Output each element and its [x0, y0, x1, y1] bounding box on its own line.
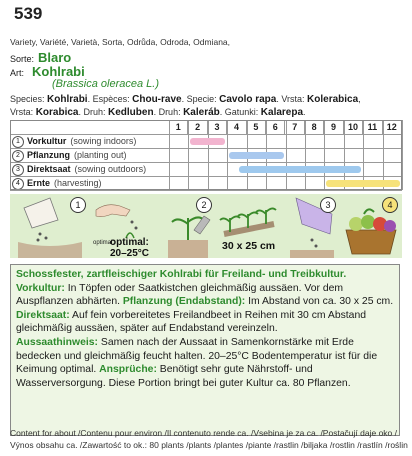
month-header: 5: [247, 120, 266, 134]
month-header: 3: [208, 120, 227, 134]
latin-name: (Brassica oleracea L.): [52, 78, 159, 90]
calendar-gridline: [10, 190, 402, 191]
calendar-step-number: 2: [12, 150, 24, 162]
step-spacing-panel: [216, 194, 282, 258]
sowing-calendar: [10, 120, 402, 192]
pre-culture-heading: Vorkultur:: [16, 282, 65, 294]
month-header: 4: [227, 120, 246, 134]
species-translations-1: [10, 94, 361, 105]
variety-name: Blaro: [38, 50, 72, 65]
translation-label: . Specie:: [181, 94, 220, 104]
calendar-step-number: 4: [12, 178, 24, 190]
species-translations-2: [10, 107, 306, 118]
species-label: Art:: [10, 68, 25, 78]
calendar-frame: [10, 120, 402, 190]
calendar-activity: Ernte: [27, 178, 51, 188]
translation-name: Kedluben: [108, 107, 154, 118]
month-header: 10: [344, 120, 363, 134]
month-header: 2: [188, 120, 207, 134]
translation-label: .: [303, 107, 306, 117]
calendar-activity: Direktsaat: [27, 164, 71, 174]
step-number-3: 3: [320, 197, 336, 213]
translation-name: Kohlrabi: [47, 94, 88, 105]
spacing-label: 30 x 25 cm: [222, 240, 276, 252]
temperature-label-prefix: optimal:: [93, 240, 115, 246]
growing-illustrations: [10, 194, 402, 258]
content-note-line-2: Výnos obsahu ca. /Zawartość to ok.: 80 plants /plants /plantes /piante /rastlin /biljaka /rostlin /rastlín /roślin: [10, 440, 408, 450]
requirements-text: Benötigt sehr gute Nährstoff- und Wasserversorgung. Diese Portion bringt bei guter Kultur ca. 80 Pflanzen.: [16, 364, 351, 389]
sowing-notes-heading: Aussaathinweis:: [16, 336, 98, 348]
translation-name: Kolerabica: [307, 94, 359, 105]
translation-label: Species:: [10, 94, 48, 104]
calendar-activity-english: (sowing indoors): [70, 136, 137, 146]
calendar-step-number: 3: [12, 164, 24, 176]
month-header: 12: [383, 120, 402, 134]
translation-label: . Druh:: [78, 107, 108, 117]
calendar-activity: Vorkultur: [27, 136, 67, 146]
step-harvest-panel: [340, 194, 402, 258]
requirements-heading: Ansprüche:: [99, 364, 157, 376]
translation-label: . Vrsta:: [276, 94, 308, 104]
calendar-activity: Pflanzung: [27, 150, 70, 160]
translation-name: Kaleráb: [183, 107, 220, 118]
calendar-activity-english: (sowing outdoors): [74, 164, 147, 174]
calendar-activity-english: (planting out): [74, 150, 127, 160]
translation-label: . Druh:: [153, 107, 184, 117]
planting-heading: Pflanzung (Endabstand):: [122, 296, 246, 308]
translation-name: Kalarepa: [260, 107, 304, 118]
variety-row: [10, 50, 71, 65]
product-code: 539: [14, 4, 43, 23]
variety-label: Sorte:: [10, 54, 35, 64]
step-number-4: 4: [382, 197, 398, 213]
step-number-2: 2: [196, 197, 212, 213]
month-header: 9: [324, 120, 343, 134]
sowing-notes-text: Samen nach der Aussaat in Samenkornstärke mit Erde bedecken und gleichmäßig feucht halten. 20–25°C Bodentemperatur ist für die Keimung optimal.: [16, 336, 378, 376]
temperature-label: optimal: 20–25°C: [110, 237, 150, 259]
species-name: Kohlrabi: [32, 64, 85, 79]
translation-label: Vrsta:: [10, 107, 36, 117]
calendar-activity-english: (harvesting): [54, 178, 102, 188]
planting-text: Im Abstand von ca. 30 x 25 cm.: [245, 296, 394, 308]
translation-name: Cavolo rapa: [219, 94, 277, 105]
translation-name: Korabica: [35, 107, 79, 118]
month-header: 1: [169, 120, 188, 134]
variety-languages: Variety, Variété, Varietà, Sorta, Odrůda, Odroda, Odmiana,: [10, 37, 231, 47]
pre-culture-text: In Töpfen oder Saatkistchen gleichmäßig aussäen. Vor dem Auspflanzen abhärten.: [16, 282, 344, 308]
translation-label: . Espèces:: [87, 94, 133, 104]
translation-name: Chou-rave: [132, 94, 182, 105]
content-note-line-1: Content for about /Contenu pour environ /Il contenuto rende ca. /Vsebina je za ca. /Postačují daje oko /: [10, 428, 397, 438]
month-header: 7: [286, 120, 305, 134]
step-direct-sowing-panel: [282, 194, 340, 258]
species-row: [10, 64, 85, 79]
calendar-step-number: 1: [12, 136, 24, 148]
step-sowing-panel: [10, 194, 90, 258]
description-box: [10, 264, 400, 436]
step-number-1: 1: [70, 197, 86, 213]
calendar-column-line: [402, 120, 403, 190]
month-header: 6: [266, 120, 285, 134]
month-header: 8: [305, 120, 324, 134]
description-headline: Schossfester, zartfleischiger Kohlrabi für Freiland- und Treibkultur.: [16, 269, 347, 280]
month-header: 11: [363, 120, 382, 134]
step-temperature-panel: [90, 194, 160, 258]
translation-label: . Gatunki:: [219, 107, 261, 117]
description-body: [16, 282, 394, 391]
translation-label: ,: [358, 94, 361, 104]
step-planting-panel: [160, 194, 216, 258]
direct-sowing-heading: Direktsaat:: [16, 309, 70, 321]
direct-sowing-text: Auf fein vorbereitetes Freilandbeet in Reihen mit 30 cm Abstand gleichmäßig aussäen, später auf Endabstand vereinzeln.: [16, 309, 367, 335]
